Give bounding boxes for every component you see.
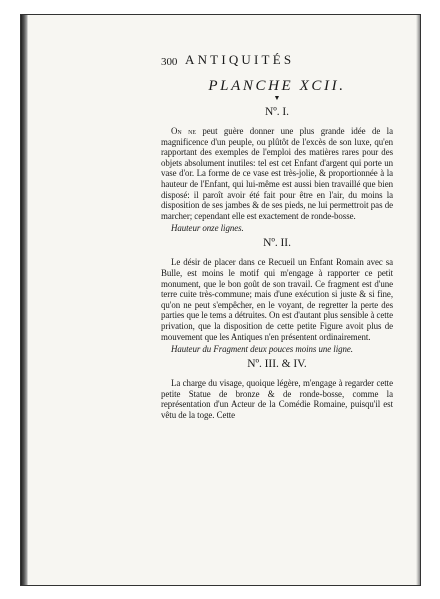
page-edge <box>416 15 420 585</box>
page-header <box>161 52 393 75</box>
paragraph <box>161 126 393 221</box>
section-heading: Nº. II. <box>263 237 291 250</box>
dimension-note: Hauteur du Fragment deux pouces moins une ligne. <box>171 344 353 355</box>
page-frame <box>20 14 421 586</box>
paragraph-text: La charge du visage, quoique légère, m'engage à regarder cette petite Statue de bronze & de ronde-bosse, comme la représentation d'un Acteur de la Comédie Romaine, puisqu'il est vêtu de la toge. Cette <box>161 378 393 420</box>
section-heading: Nº. III. & IV. <box>247 358 307 371</box>
paragraph <box>161 378 393 420</box>
paragraph <box>161 257 393 342</box>
binding-shadow <box>21 15 28 585</box>
ornament-icon: ▼ <box>273 94 281 102</box>
page-number: 300 <box>161 56 178 68</box>
section-heading: Nº. I. <box>264 106 290 118</box>
text-page <box>161 52 393 420</box>
dimension-note: Hauteur onze lignes. <box>171 223 244 234</box>
lead-words: On ne <box>171 126 196 136</box>
plate-title: PLANCHE XCII. <box>208 78 346 94</box>
running-title: ANTIQUITÉS <box>185 52 295 67</box>
paragraph-text: peut guère donner une plus grande idée de la magnificence d'un peuple, ou plûtôt de l'excès de son luxe, qu'en rapportant des exemples de l'emploi des matières rares pour des objets absolument inutiles: tel est cet Enfant d'argent qui porte un vase d'or. La forme de ce vase est très-jolie, & proportionnée à la hauteur de l'Enfant, qui lui-même est aussi bien travaillé que bien disposé: il paroît avoir été fait pour être en l'air, du moins la disposition de ses jambes & de ses pieds, ne lui permettroit pas de marcher; cependant elle est exactement de ronde-bosse. <box>161 126 393 221</box>
paragraph-text: Le désir de placer dans ce Recueil un Enfant Romain avec sa Bulle, est moins le motif qui m'engage à rapporter ce petit monument, que le bon goût de son travail. Ce fragment est d'une terre cuite très-commune; mais d'une exécution si juste & si fine, qu'on ne peut s'empêcher, en le voyant, de regretter la perte des parties que le tems a détruites. On est d'autant plus sensible à cette privation, que la disposition de cette petite Figure avoit plus de mouvement que les Antiques n'en présentent ordinairement. <box>161 257 393 342</box>
